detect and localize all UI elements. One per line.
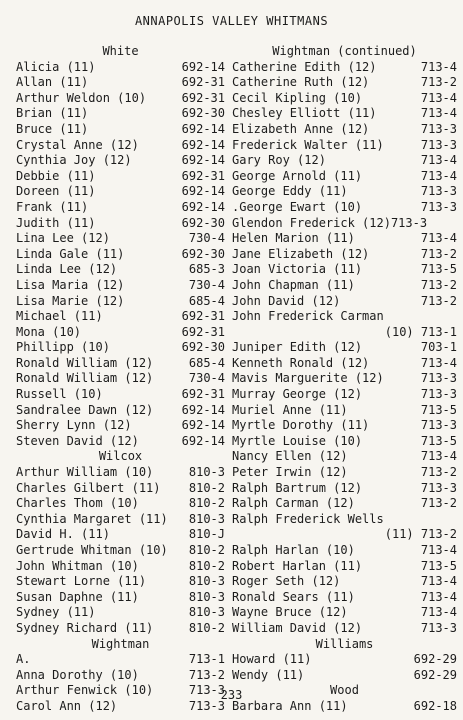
entry-code: 713-3	[420, 184, 457, 199]
entry-row	[232, 371, 457, 387]
entry-row	[16, 340, 225, 356]
entry-name: John Chapman (11)	[232, 277, 355, 292]
entry-code: 692-18	[413, 698, 457, 713]
entry-row	[16, 668, 225, 684]
entry-row	[232, 278, 457, 294]
entry-row	[232, 184, 457, 200]
entry-name: Doreen (11)	[16, 184, 96, 199]
entry-row	[232, 512, 457, 528]
entry-row	[232, 543, 457, 559]
entry-row	[232, 216, 457, 232]
entry-code: 692-14	[181, 59, 225, 74]
entry-code: 713-3	[420, 418, 457, 433]
entry-row	[232, 481, 457, 497]
entry-row	[16, 309, 225, 325]
entry-name: Ralph Harlan (10)	[232, 543, 355, 557]
entry-name: Allan (11)	[16, 75, 89, 90]
entry-row	[16, 481, 225, 497]
entry-name: Cynthia Joy (12)	[16, 153, 132, 168]
entry-row	[232, 91, 457, 107]
entry-row	[16, 216, 225, 232]
entry-name: Nancy Ellen (12)	[232, 449, 348, 464]
entry-code: (11) 713-2	[384, 527, 457, 542]
entry-name: Joan Victoria (11)	[232, 262, 363, 277]
entry-code: 713-5	[420, 262, 457, 277]
entry-row	[16, 371, 225, 387]
entry-code: 810-3	[188, 574, 225, 589]
entry-code: 810-2	[188, 480, 225, 495]
entry-code: 713-4	[420, 605, 457, 620]
section-heading-text: Wood	[330, 683, 359, 698]
entry-row	[232, 75, 457, 91]
entry-code: 713-4	[420, 59, 457, 74]
entry-name: Myrtle Louise (10)	[232, 433, 363, 448]
entry-code: 713-1	[188, 652, 225, 667]
entry-name: Ronald William (12)	[16, 371, 154, 386]
section-heading-text: White	[102, 44, 139, 58]
entry-code: 713-4	[420, 449, 457, 464]
entry-row	[16, 418, 225, 434]
entry-name: John Whitman (10)	[16, 558, 139, 573]
entry-name: Wendy (11)	[232, 667, 305, 682]
entry-name: Mona (10)	[16, 324, 82, 339]
entry-name: Myrtle Dorothy (11)	[232, 418, 370, 433]
entry-row	[16, 559, 225, 575]
entry-code: 810-3	[188, 589, 225, 604]
section-heading	[232, 44, 457, 60]
entry-row	[16, 169, 225, 185]
entry-row	[16, 278, 225, 294]
entry-code: 692-31	[181, 309, 225, 324]
entry-name: Ralph Frederick Wells	[232, 511, 384, 526]
entry-name: George Arnold (11)	[232, 168, 363, 183]
entry-name: Jane Elizabeth (12)	[232, 246, 370, 261]
entry-name: Steven David (12)	[16, 433, 139, 448]
section-heading	[16, 637, 225, 653]
entry-row	[16, 91, 225, 107]
entry-name: Gertrude Whitman (10)	[16, 543, 168, 557]
entry-code: 692-14	[181, 418, 225, 433]
entry-name: Peter Irwin (12)	[232, 465, 348, 480]
entry-code: 685-4	[188, 293, 225, 308]
entry-row	[16, 652, 225, 668]
entry-row	[16, 496, 225, 512]
entry-row	[232, 153, 457, 169]
entry-code: 810-3	[188, 605, 225, 620]
entry-row	[16, 153, 225, 169]
entry-code: (10) 713-1	[384, 324, 457, 339]
entry-row	[16, 434, 225, 450]
entry-name: Gary Roy (12)	[232, 153, 326, 168]
entry-code: 713-4	[420, 90, 457, 105]
entry-name: Alicia (11)	[16, 59, 96, 74]
entry-code: 713-3	[420, 137, 457, 152]
entry-row	[232, 247, 457, 263]
entry-code: 713-3	[420, 387, 457, 402]
entry-row	[16, 574, 225, 590]
entry-code: 713-3	[420, 121, 457, 136]
entry-name: Ralph Carman (12)	[232, 496, 355, 511]
entry-name: Juniper Edith (12)	[232, 340, 363, 355]
entry-code: 713-2	[420, 246, 457, 261]
entry-name: John David (12)	[232, 293, 341, 308]
entry-code: 713-4	[420, 574, 457, 589]
entry-name: Russell (10)	[16, 387, 103, 402]
section-heading-text: Wilcox	[98, 449, 143, 464]
entry-row	[16, 106, 225, 122]
entry-name: Charles Thom (10)	[16, 496, 139, 511]
entry-code: 713-4	[420, 168, 457, 183]
entry-code: 713-3	[420, 620, 457, 635]
left-column	[16, 44, 225, 715]
entry-name: Robert Harlan (11)	[232, 558, 363, 573]
entry-row	[232, 309, 457, 325]
entry-name: George Eddy (11)	[232, 184, 348, 199]
entry-name: John Frederick Carman	[232, 309, 384, 324]
entry-code: 713-5	[420, 402, 457, 417]
entry-row	[16, 621, 225, 637]
entry-code: 810-J	[188, 527, 225, 542]
section-heading	[16, 44, 225, 60]
entry-row	[16, 262, 225, 278]
entry-name: Sandralee Dawn (12)	[16, 402, 154, 417]
entry-name: Wayne Bruce (12)	[232, 605, 348, 620]
entry-code: 692-31	[181, 387, 225, 402]
entry-row	[232, 449, 457, 465]
entry-row	[16, 590, 225, 606]
entry-code: 713-4	[420, 589, 457, 604]
entry-code: 692-31	[181, 75, 225, 90]
entry-row	[16, 465, 225, 481]
entry-code: 692-14	[181, 199, 225, 214]
entry-row	[16, 527, 225, 543]
entry-row	[232, 356, 457, 372]
entry-row	[16, 75, 225, 91]
entry-name: Linda Gale (11)	[16, 246, 125, 261]
entry-row	[232, 138, 457, 154]
entry-row	[16, 387, 225, 403]
entry-name: Charles Gilbert (11)	[16, 480, 161, 495]
entry-code: 810-2	[188, 620, 225, 635]
entry-code: 703-1	[420, 340, 457, 355]
entry-row	[232, 605, 457, 621]
entry-code: 713-2	[420, 293, 457, 308]
entry-code: 713-4	[420, 543, 457, 557]
entry-code: 713-3	[420, 480, 457, 495]
entry-row	[232, 652, 457, 668]
entry-code: 692-14	[181, 137, 225, 152]
entry-code: 730-4	[188, 371, 225, 386]
entry-code: 692-30	[181, 246, 225, 261]
entry-row	[16, 356, 225, 372]
entry-row	[16, 403, 225, 419]
entry-name: Debbie (11)	[16, 168, 96, 183]
entry-name: Murray George (12)	[232, 387, 363, 402]
entry-code: 713-2	[420, 465, 457, 480]
entry-row	[16, 512, 225, 528]
entry-row	[16, 184, 225, 200]
entry-name: David H. (11)	[16, 527, 110, 542]
entry-name: Barbara Ann (11)	[232, 698, 348, 713]
entry-name: Elizabeth Anne (12)	[232, 121, 370, 136]
page-number: 233	[220, 688, 243, 702]
entry-name: Catherine Ruth (12)	[232, 75, 370, 90]
entry-code: 692-31	[181, 90, 225, 105]
entry-row	[232, 169, 457, 185]
entry-row	[232, 294, 457, 310]
entry-name: Frank (11)	[16, 199, 89, 214]
entry-name: Cynthia Margaret (11)	[16, 511, 168, 526]
entry-name: Susan Daphne (11)	[16, 589, 139, 604]
entry-row	[232, 325, 457, 341]
entry-row	[16, 605, 225, 621]
entry-code: 713-4	[420, 106, 457, 121]
entry-code: 713-3	[188, 683, 225, 698]
section-heading-text: Wightman (continued)	[272, 44, 417, 58]
entry-code: 713-2	[420, 75, 457, 90]
entry-row	[16, 247, 225, 263]
entry-name: Lisa Maria (12)	[16, 277, 125, 292]
entry-name: Lina Lee (12)	[16, 231, 110, 246]
entry-row	[232, 574, 457, 590]
entry-row	[232, 200, 457, 216]
entry-name: Sherry Lynn (12)	[16, 418, 132, 433]
entry-name: Michael (11)	[16, 309, 103, 324]
entry-name: Stewart Lorne (11)	[16, 574, 147, 589]
entry-row	[16, 294, 225, 310]
entry-code: 692-30	[181, 340, 225, 355]
entry-code: 692-30	[181, 215, 225, 230]
entry-name: Carol Ann (12)	[16, 698, 118, 713]
right-column	[232, 44, 457, 715]
section-heading-text: Williams	[315, 636, 374, 651]
entry-code: 692-29	[413, 667, 457, 682]
entry-code: 713-3	[420, 371, 457, 386]
entry-name: Helen Marion (11)	[232, 231, 355, 246]
entry-code: 713-5	[420, 558, 457, 573]
entry-name: Frederick Walter (11)	[232, 137, 384, 152]
entry-row	[16, 200, 225, 216]
entry-code: 810-3	[188, 511, 225, 526]
entry-name: Mavis Marguerite (12)	[232, 371, 384, 386]
entry-name: Chesley Elliott (11)	[232, 106, 377, 121]
entry-name: Glendon Frederick (12)713-3	[232, 215, 428, 230]
entry-name: Phillipp (10)	[16, 340, 110, 355]
entry-row	[232, 122, 457, 138]
entry-name: Ralph Bartrum (12)	[232, 480, 363, 495]
entry-code: 730-4	[188, 277, 225, 292]
entry-name: Sydney Richard (11)	[16, 620, 154, 635]
entry-row	[232, 418, 457, 434]
entry-name: Kenneth Ronald (12)	[232, 355, 370, 370]
entry-row	[232, 559, 457, 575]
entry-code: 810-2	[188, 496, 225, 511]
entry-row	[16, 138, 225, 154]
entry-code: 730-4	[188, 231, 225, 246]
entry-row	[232, 60, 457, 76]
entry-row	[232, 527, 457, 543]
entry-name: Sydney (11)	[16, 605, 96, 620]
entry-code: 713-5	[420, 433, 457, 448]
entry-code: 713-4	[420, 355, 457, 370]
entry-row	[16, 325, 225, 341]
page-title: ANNAPOLIS VALLEY WHITMANS	[134, 14, 329, 28]
entry-name: Arthur Fenwick (10)	[16, 683, 154, 698]
entry-code: 692-31	[181, 168, 225, 183]
section-heading	[232, 637, 457, 653]
entry-code: 692-14	[181, 153, 225, 168]
entry-name: Ronald William (12)	[16, 355, 154, 370]
entry-code: 713-2	[420, 277, 457, 292]
entry-row	[232, 231, 457, 247]
entry-name: Catherine Edith (12)	[232, 59, 377, 74]
entry-row	[16, 543, 225, 559]
entry-name: Brian (11)	[16, 106, 89, 121]
entry-name: William David (12)	[232, 620, 363, 635]
entry-row	[232, 668, 457, 684]
entry-row	[232, 621, 457, 637]
section-heading-text: Wightman	[91, 636, 150, 651]
entry-row	[232, 387, 457, 403]
entry-code: 713-2	[188, 667, 225, 682]
entry-row	[232, 403, 457, 419]
entry-name: Arthur Weldon (10)	[16, 90, 147, 105]
entry-code: 692-30	[181, 106, 225, 121]
entry-name: .George Ewart (10)	[232, 199, 363, 214]
entry-name: A.	[16, 652, 31, 667]
entry-code: 692-14	[181, 121, 225, 136]
entry-name: Lisa Marie (12)	[16, 293, 125, 308]
entry-row	[232, 496, 457, 512]
entry-row	[232, 434, 457, 450]
entry-code: 713-3	[188, 698, 225, 713]
entry-code: 713-3	[420, 199, 457, 214]
entry-code: 692-14	[181, 433, 225, 448]
entry-name: Ronald Sears (11)	[232, 589, 355, 604]
section-heading	[16, 449, 225, 465]
entry-code: 713-4	[420, 231, 457, 246]
entry-name: Crystal Anne (12)	[16, 137, 139, 152]
entry-row	[232, 465, 457, 481]
entry-name: Howard (11)	[232, 652, 312, 667]
entry-row	[232, 262, 457, 278]
entry-code: 692-29	[413, 652, 457, 667]
entry-row	[16, 231, 225, 247]
entry-name: Roger Seth (12)	[232, 574, 341, 589]
entry-code: 692-14	[181, 402, 225, 417]
entry-name: Arthur William (10)	[16, 465, 154, 480]
entry-name: Judith (11)	[16, 215, 96, 230]
entry-code: 692-14	[181, 184, 225, 199]
entry-code: 810-2	[188, 543, 225, 557]
entry-name: Linda Lee (12)	[16, 262, 118, 277]
entry-code: 685-4	[188, 355, 225, 370]
entry-code: 685-3	[188, 262, 225, 277]
entry-name: Muriel Anne (11)	[232, 402, 348, 417]
entry-row	[232, 106, 457, 122]
entry-code: 810-3	[188, 465, 225, 480]
entry-code: 713-4	[420, 153, 457, 168]
entry-name: Cecil Kipling (10)	[232, 90, 363, 105]
entry-row	[16, 60, 225, 76]
entry-code: 810-2	[188, 558, 225, 573]
entry-row	[16, 122, 225, 138]
entry-name: Bruce (11)	[16, 121, 89, 136]
entry-row	[232, 590, 457, 606]
entry-row	[232, 340, 457, 356]
entry-code: 713-2	[420, 496, 457, 511]
entry-name: Anna Dorothy (10)	[16, 667, 139, 682]
entry-code: 692-31	[181, 324, 225, 339]
